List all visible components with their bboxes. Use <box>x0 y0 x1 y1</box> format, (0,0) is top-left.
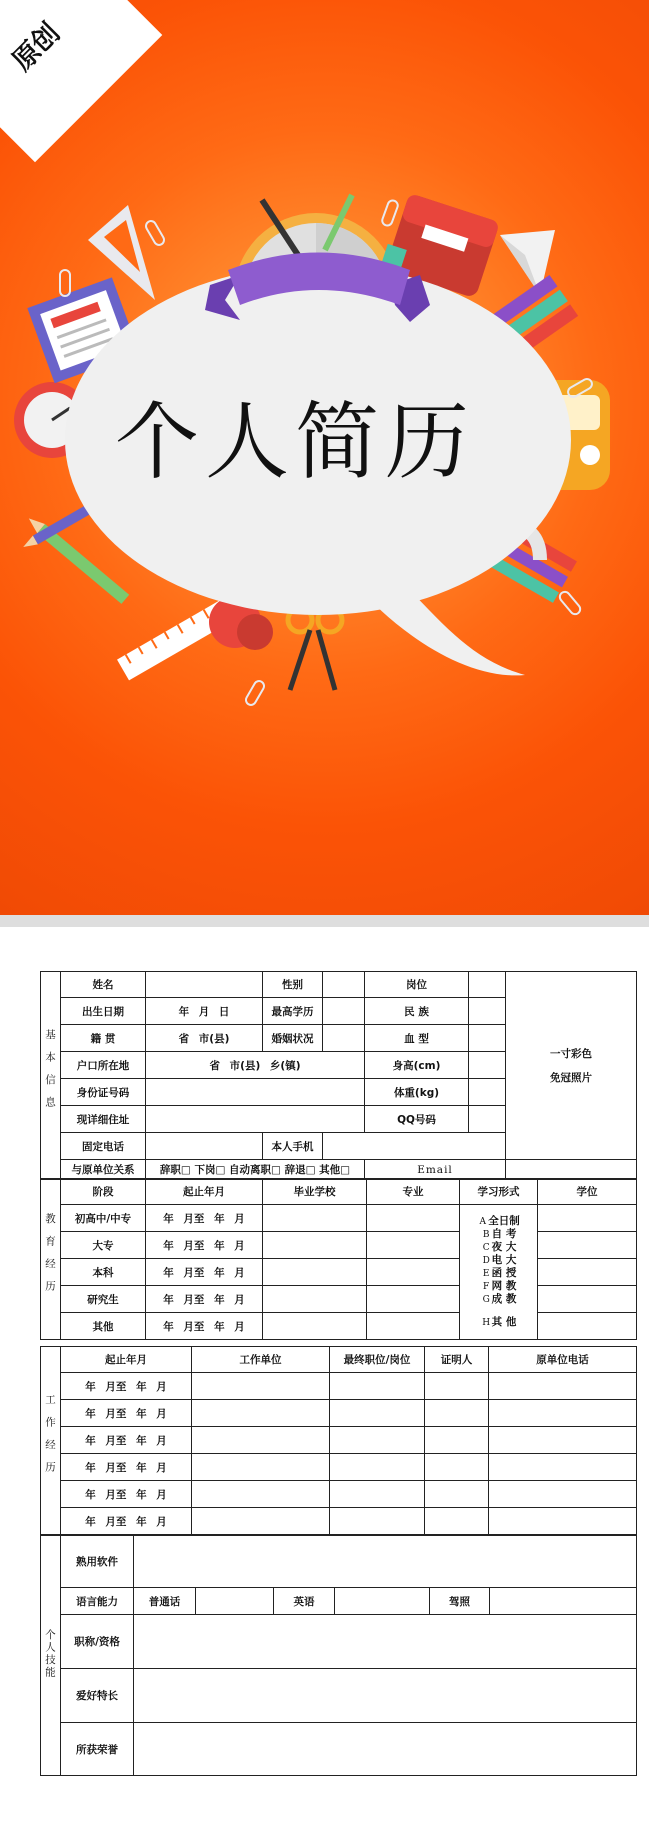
cover-poster <box>0 0 649 915</box>
degree-field[interactable] <box>538 1286 637 1313</box>
period-field[interactable]: 年 月至 年 月 <box>146 1286 263 1313</box>
height-label: 身高(cm) <box>365 1052 469 1079</box>
mobile-label: 本人手机 <box>263 1133 323 1160</box>
phone-label: 固定电话 <box>61 1133 146 1160</box>
work-period-field[interactable]: 年 月至 年 月 <box>61 1427 192 1454</box>
section-label-basic: 基本信息 <box>41 972 61 1180</box>
employer-phone-field[interactable] <box>489 1481 637 1508</box>
relation-label: 与原单位关系 <box>61 1160 146 1180</box>
employer-phone-field[interactable] <box>489 1400 637 1427</box>
position-field[interactable] <box>330 1400 425 1427</box>
degree-field[interactable] <box>538 1259 637 1286</box>
native-label: 籍 贯 <box>61 1025 146 1052</box>
employer-phone-field[interactable] <box>489 1427 637 1454</box>
reference-field[interactable] <box>425 1427 489 1454</box>
work-period-field[interactable]: 年 月至 年 月 <box>61 1508 192 1535</box>
license-label: 驾照 <box>430 1588 490 1615</box>
header-employer-phone: 原单位电话 <box>489 1347 637 1373</box>
period-field[interactable]: 年 月至 年 月 <box>146 1313 263 1340</box>
position-field[interactable] <box>330 1373 425 1400</box>
name-label: 姓名 <box>61 972 146 998</box>
work-table <box>40 1346 637 1535</box>
reference-field[interactable] <box>425 1373 489 1400</box>
position-field[interactable] <box>330 1508 425 1535</box>
post-label: 岗位 <box>365 972 469 998</box>
mandarin-label: 普通话 <box>134 1588 196 1615</box>
header-period: 起止年月 <box>146 1179 263 1205</box>
hobby-label: 爱好特长 <box>61 1669 134 1723</box>
birth-field[interactable]: 年 月 日 <box>146 998 263 1025</box>
degree-field[interactable] <box>538 1313 637 1340</box>
major-field[interactable] <box>367 1313 460 1340</box>
employer-field[interactable] <box>192 1427 330 1454</box>
software-field[interactable] <box>134 1536 637 1588</box>
reference-field[interactable] <box>425 1454 489 1481</box>
marital-field[interactable] <box>323 1025 365 1052</box>
employer-field[interactable] <box>192 1373 330 1400</box>
school-field[interactable] <box>263 1313 367 1340</box>
relation-options[interactable]: 辞职□ 下岗□ 自动离职□ 辞退□ 其他□ <box>146 1160 365 1180</box>
hukou-label: 户口所在地 <box>61 1052 146 1079</box>
section-label-education: 教育经历 <box>41 1179 61 1340</box>
header-major: 专业 <box>367 1179 460 1205</box>
school-field[interactable] <box>263 1205 367 1232</box>
section-label-work: 工作经历 <box>41 1347 61 1535</box>
cover-title: 个人简历 <box>114 393 475 491</box>
gender-label: 性别 <box>263 972 323 998</box>
honor-field[interactable] <box>134 1723 637 1776</box>
phone-field[interactable] <box>146 1133 263 1160</box>
header-employer: 工作单位 <box>192 1347 330 1373</box>
stage-label: 大专 <box>61 1232 146 1259</box>
name-field[interactable] <box>146 972 263 998</box>
email-field[interactable] <box>506 1160 637 1180</box>
stage-label: 本科 <box>61 1259 146 1286</box>
employer-field[interactable] <box>192 1508 330 1535</box>
study-form-options[interactable]: A 全日制 B 自 考 C 夜 大 D 电 大 E 函 授 F 网 教 G 成 教 H 其 他 <box>460 1205 538 1340</box>
hobby-field[interactable] <box>134 1669 637 1723</box>
period-field[interactable]: 年 月至 年 月 <box>146 1205 263 1232</box>
reference-field[interactable] <box>425 1508 489 1535</box>
title-field[interactable] <box>134 1615 637 1669</box>
honor-label: 所获荣誉 <box>61 1723 134 1776</box>
title-label: 职称/资格 <box>61 1615 134 1669</box>
language-label: 语言能力 <box>61 1588 134 1615</box>
blood-field[interactable] <box>469 1025 506 1052</box>
major-field[interactable] <box>367 1286 460 1313</box>
weight-label: 体重(kg) <box>365 1079 469 1106</box>
stage-label: 初高中/中专 <box>61 1205 146 1232</box>
employer-phone-field[interactable] <box>489 1454 637 1481</box>
photo-box[interactable]: 一寸彩色 免冠照片 <box>506 972 637 1160</box>
mandarin-field[interactable] <box>196 1588 274 1615</box>
header-school: 毕业学校 <box>263 1179 367 1205</box>
qq-label: QQ号码 <box>365 1106 469 1133</box>
header-degree: 学位 <box>538 1179 637 1205</box>
marital-label: 婚姻状况 <box>263 1025 323 1052</box>
position-field[interactable] <box>330 1454 425 1481</box>
qq-field[interactable] <box>469 1106 506 1133</box>
english-label: 英语 <box>274 1588 335 1615</box>
reference-field[interactable] <box>425 1400 489 1427</box>
address-label: 现详细住址 <box>61 1106 146 1133</box>
header-study-form: 学习形式 <box>460 1179 538 1205</box>
degree-field[interactable] <box>538 1205 637 1232</box>
work-period-field[interactable]: 年 月至 年 月 <box>61 1373 192 1400</box>
stage-label: 其他 <box>61 1313 146 1340</box>
employer-field[interactable] <box>192 1481 330 1508</box>
skills-table <box>40 1535 637 1776</box>
period-field[interactable]: 年 月至 年 月 <box>146 1232 263 1259</box>
birth-label: 出生日期 <box>61 998 146 1025</box>
education-label: 最高学历 <box>263 998 323 1025</box>
basic-info-table <box>40 971 637 1180</box>
employer-phone-field[interactable] <box>489 1373 637 1400</box>
work-period-field[interactable]: 年 月至 年 月 <box>61 1481 192 1508</box>
education-table <box>40 1178 637 1340</box>
employer-field[interactable] <box>192 1400 330 1427</box>
id-field[interactable] <box>146 1079 365 1106</box>
header-period: 起止年月 <box>61 1347 192 1373</box>
employer-phone-field[interactable] <box>489 1508 637 1535</box>
period-field[interactable]: 年 月至 年 月 <box>146 1259 263 1286</box>
reference-field[interactable] <box>425 1481 489 1508</box>
major-field[interactable] <box>367 1205 460 1232</box>
school-field[interactable] <box>263 1286 367 1313</box>
header-reference: 证明人 <box>425 1347 489 1373</box>
education-field[interactable] <box>323 998 365 1025</box>
nation-label: 民 族 <box>365 998 469 1025</box>
email-label: Email <box>365 1160 506 1180</box>
height-field[interactable] <box>469 1052 506 1079</box>
employer-field[interactable] <box>192 1454 330 1481</box>
address-field[interactable] <box>146 1106 365 1133</box>
position-field[interactable] <box>330 1427 425 1454</box>
license-field[interactable] <box>490 1588 637 1615</box>
gender-field[interactable] <box>323 972 365 998</box>
post-field[interactable] <box>469 972 506 998</box>
hukou-field[interactable]: 省 市(县) 乡(镇) <box>146 1052 365 1079</box>
degree-field[interactable] <box>538 1232 637 1259</box>
position-field[interactable] <box>330 1481 425 1508</box>
native-field[interactable]: 省 市(县) <box>146 1025 263 1052</box>
software-label: 熟用软件 <box>61 1536 134 1588</box>
weight-field[interactable] <box>469 1079 506 1106</box>
english-field[interactable] <box>335 1588 430 1615</box>
blood-label: 血 型 <box>365 1025 469 1052</box>
section-divider <box>0 915 649 927</box>
section-label-skills: 个人技能 <box>41 1536 61 1776</box>
work-period-field[interactable]: 年 月至 年 月 <box>61 1454 192 1481</box>
badge-text: 原创 <box>6 18 66 77</box>
mobile-field[interactable] <box>323 1133 506 1160</box>
id-label: 身份证号码 <box>61 1079 146 1106</box>
major-field[interactable] <box>367 1232 460 1259</box>
school-field[interactable] <box>263 1259 367 1286</box>
header-position: 最终职位/岗位 <box>330 1347 425 1373</box>
nation-field[interactable] <box>469 998 506 1025</box>
major-field[interactable] <box>367 1259 460 1286</box>
stage-label: 研究生 <box>61 1286 146 1313</box>
header-stage: 阶段 <box>61 1179 146 1205</box>
work-period-field[interactable]: 年 月至 年 月 <box>61 1400 192 1427</box>
school-field[interactable] <box>263 1232 367 1259</box>
